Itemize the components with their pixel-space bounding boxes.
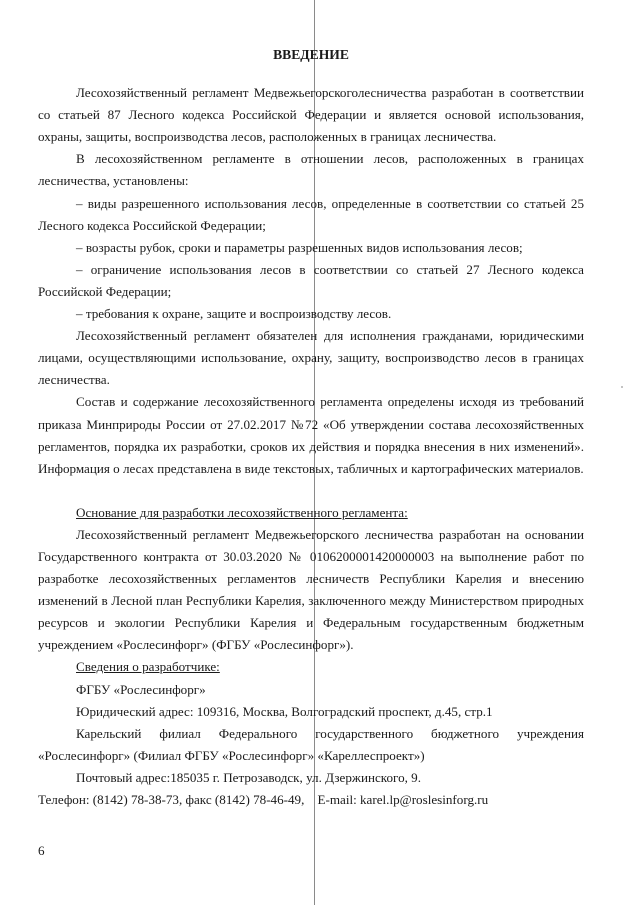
paragraph-intro: Лесохозяйственный регламент Медвежьегорскоголесничества разработан в соответствии со статьей 87 Лесного кодекса Российской Федерации и является основой использования, охраны, защиты, воспроизводства лесов, расположенных в границах лесничества. [38, 85, 584, 145]
list-item: – возрасты рубок, сроки и параметры разрешенных видов использования лесов; [76, 239, 523, 255]
contacts-line: Телефон: (8142) 78-38-73, факс (8142) 78-46-49, E-mail: karel.lp@roslesinforg.ru [38, 792, 489, 807]
page-title: ВВЕДЕНИЕ [273, 47, 349, 62]
page-number: 6 [38, 843, 45, 858]
paragraph-composition: Состав и содержание лесохозяйственного регламента определены исходя из требований приказа Минприроды России от 27.02.2017 №72 «Об утверждении состава лесохозяйственных регламентов, порядка их разработки, сроков их действия и порядка внесения в них изменений». Информация о лесах представлена в виде текстовых, табличных и картографических материалов. [38, 394, 584, 476]
legal-address: Юридический адрес: 109316, Москва, Волгоградский проспект, д.45, стр.1 [76, 703, 493, 719]
list-item: – ограничение использования лесов в соответствии со статьей 27 Лесного кодекса Российской Федерации; [38, 261, 584, 299]
developer-heading: Сведения о разработчике: [76, 659, 220, 675]
developer-name: ФГБУ «Рослесинфорг» [76, 681, 206, 697]
paragraph-basis: Лесохозяйственный регламент Медвежьегорского лесничества разработан на основании Государственного контракта от 30.03.2020 № 0106200001420000003 на выполнение работ по разработке лесохозяйственных регламентов лесничеств Республики Карелия и внесению изменений в Лесной план Республики Карелия, заключенного между Министерством природных ресурсов и экологии Республики Карелия и Федеральным государственным бюджетным учреждением «Рослесинфорг» (ФГБУ «Рослесинфорг»). [38, 526, 584, 653]
branch-name: Карельский филиал Федерального государственного бюджетного учреждения «Рослесинфорг» (Филиал ФГБУ «Рослесинфорг» «Кареллеспроект») [38, 725, 584, 763]
paragraph-mandatory: Лесохозяйственный регламент обязателен для исполнения гражданами, юридическими лицами, осуществляющими использование, охрану, защиту, воспроизводство лесов в границах лесничества. [38, 328, 584, 388]
scan-speck [621, 386, 623, 388]
postal-address: Почтовый адрес:185035 г. Петрозаводск, ул. Дзержинского, 9. [76, 769, 421, 785]
document-page [38, 44, 584, 811]
paragraph-established: В лесохозяйственном регламенте в отношении лесов, расположенных в границах лесничества, установлены: [38, 151, 584, 189]
basis-heading: Основание для разработки лесохозяйственного регламента: [76, 504, 408, 520]
list-item: – виды разрешенного использования лесов, определенные в соответствии со статьей 25 Лесного кодекса Российской Федерации; [38, 195, 584, 233]
list-item: – требования к охране, защите и воспроизводству лесов. [76, 306, 392, 322]
